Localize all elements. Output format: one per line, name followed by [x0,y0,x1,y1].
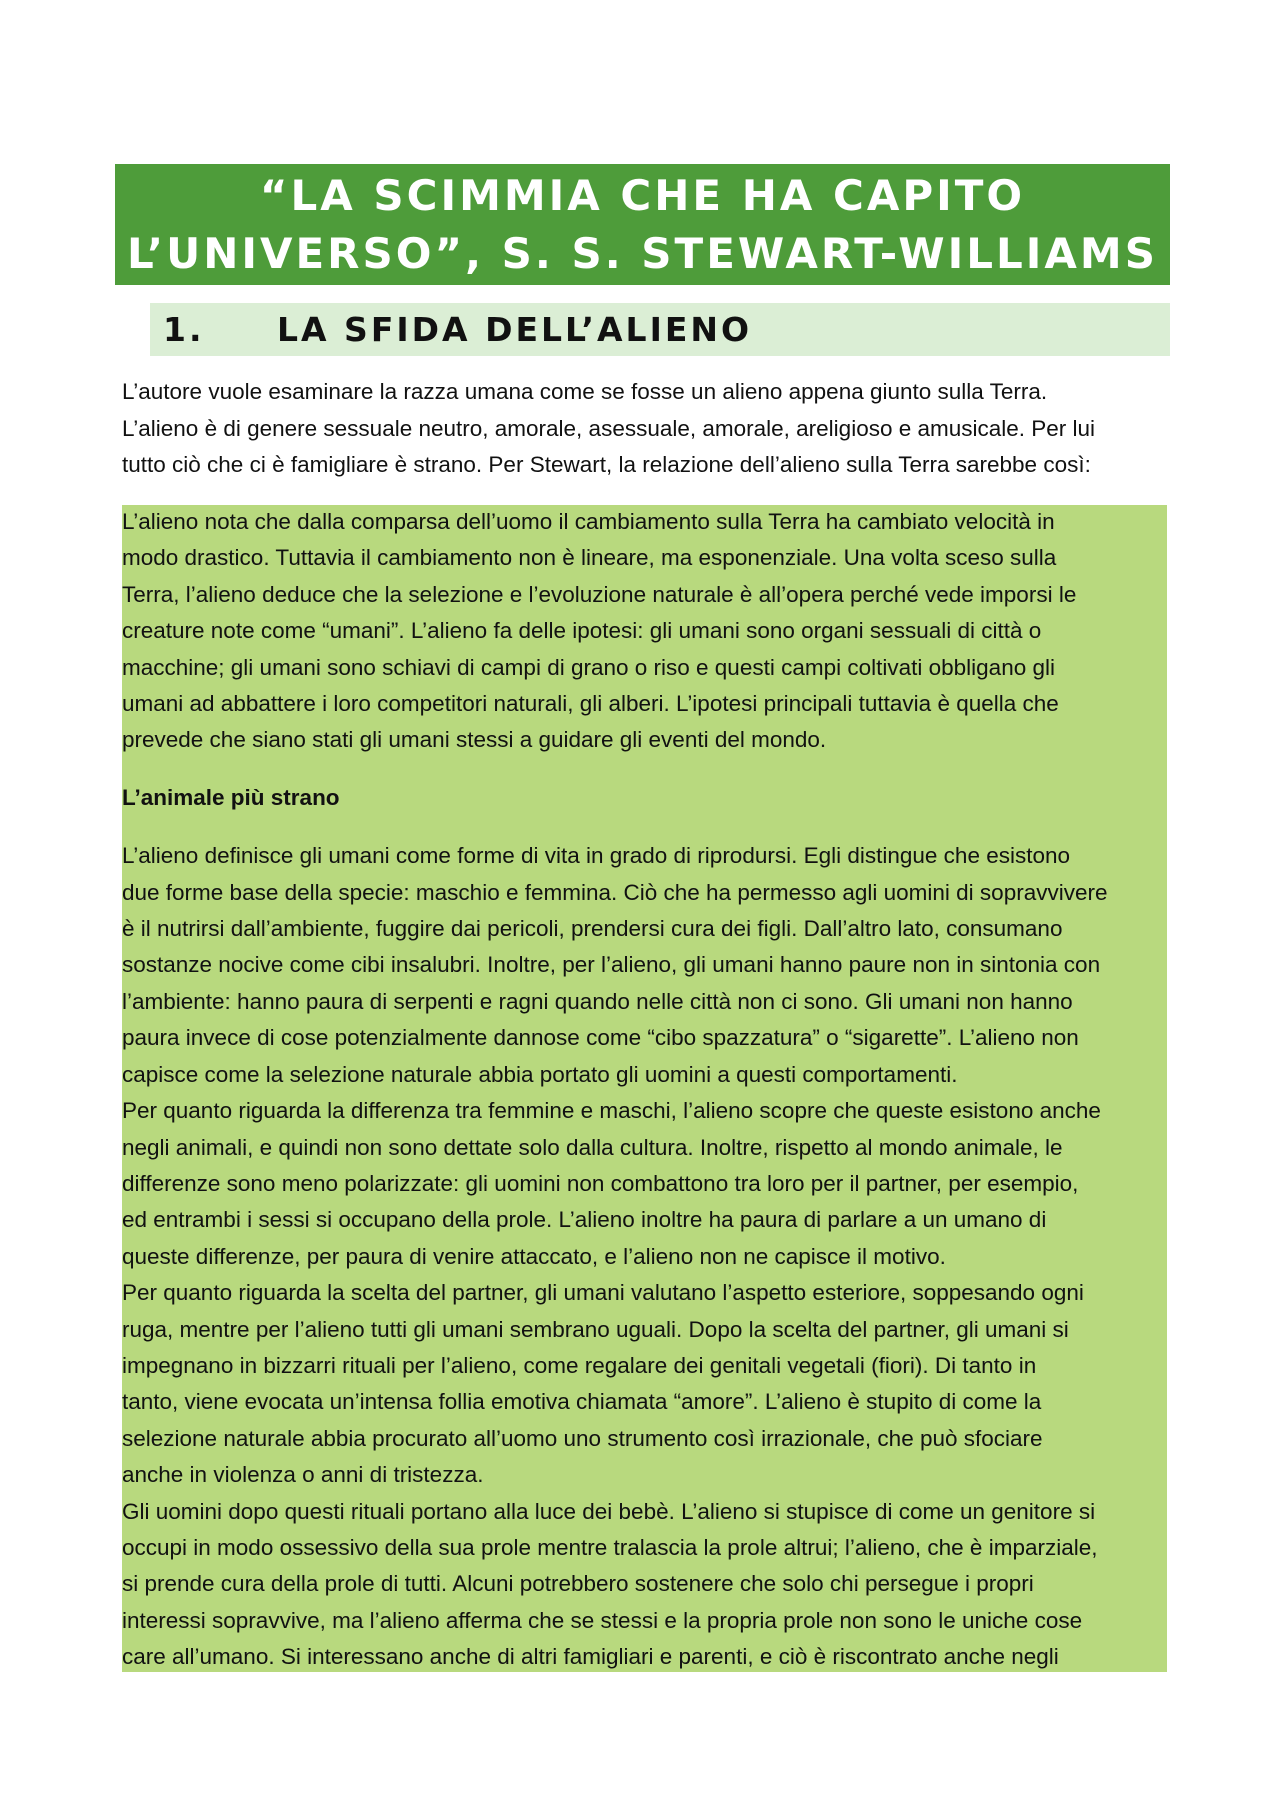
paragraph-spacer [122,817,1182,839]
text-line: impegnano in bizzarri rituali per l’alieno, come regalare dei genitali vegetali (fiori). Di tanto in [122,1352,1037,1378]
intro-line: L’alieno è di genere sessuale neutro, amorale, asessuale, amorale, areligioso e amusicale. Per lui [122,415,1096,441]
text-line: ed entrambi i sessi si occupano della prole. L’alieno inoltre ha paura di parlare a un umano di [122,1207,1047,1233]
document-title [115,164,1170,285]
text-line: queste differenze, per paura di venire attaccato, e l’alieno non ne capisce il motivo. [122,1243,946,1269]
intro-line: L’autore vuole esaminare la razza umana come se fosse un alieno appena giunto sulla Terra. [122,379,1048,404]
section-heading [150,303,1170,356]
text-line: Terra, l’alieno deduce che la selezione e l’evoluzione naturale è all’opera perché vede imporsi le [122,581,1077,607]
highlight-paragraph-2 [122,838,1182,1675]
intro-paragraph [122,374,1172,484]
text-line: anche in violenza o anni di tristezza. [122,1462,484,1488]
text-line: Per quanto riguarda la scelta del partner, gli umani valutano l’aspetto esteriore, soppesando ogni [122,1280,1084,1306]
text-line: è il nutrirsi dall’ambiente, fuggire dai pericoli, prendersi cura dei figli. Dall’altro lato, consumano [122,916,1063,942]
text-line: Gli uomini dopo questi rituali portano alla luce dei bebè. L’alieno si stupisce di come un genitore si [122,1498,1096,1524]
text-line: L’alieno nota che dalla comparsa dell’uomo il cambiamento sulla Terra ha cambiato velocità in [122,509,1055,534]
text-line: paura invece di cose potenzialmente dannose come “cibo spazzatura” o “sigarette”. L’alieno non [122,1025,1079,1051]
section-title: LA SFIDA DELL’ALIENO [277,310,753,349]
text-line: l’ambiente: hanno paura di serpenti e ragni quando nelle città non ci sono. Gli umani non hanno [122,988,1073,1014]
text-line: differenze sono meno polarizzate: gli uomini non combattono tra loro per il partner, per esempio, [122,1170,1079,1196]
text-line: tanto, viene evocata un’intensa follia emotiva chiamata “amore”. L’alieno è stupito di come la [122,1389,1042,1415]
text-line: prevede che siano stati gli umani stessi a guidare gli eventi del mondo. [122,727,827,753]
highlight-paragraph-1 [122,504,1182,759]
text-line: due forme base della specie: maschio e femmina. Ciò che ha permesso agli uomini di sopravvivere [122,879,1108,905]
section-number: 1. [163,310,205,349]
text-line: si prende cura della prole di tutti. Alcuni potrebbero sostenere che solo chi persegue i propri [122,1571,1034,1597]
title-line-1: “LA SCIMMIA CHE HA CAPITO [259,171,1026,220]
text-line: care all’umano. Si interessano anche di altri famigliari e parenti, e ciò è riscontrato anche negli [122,1644,1059,1670]
title-line-2: L’UNIVERSO”, S. S. STEWART-WILLIAMS [127,229,1158,278]
text-line: Per quanto riguarda la differenza tra femmine e maschi, l’alieno scopre che queste esistono anche [122,1098,1101,1124]
text-line: negli animali, e quindi non sono dettate solo dalla cultura. Inoltre, rispetto al mondo animale, le [122,1134,1063,1160]
text-line: sostanze nocive come cibi insalubri. Inoltre, per l’alieno, gli umani hanno paure non in sintonia con [122,952,1101,978]
intro-line: tutto ciò che ci è famigliare è strano. Per Stewart, la relazione dell’alieno sulla Terra sarebbe così: [122,452,1091,477]
subheading: L’animale più strano [122,785,340,811]
text-line: modo drastico. Tuttavia il cambiamento non è lineare, ma esponenziale. Una volta sceso sulla [122,545,1057,571]
highlighted-text [122,504,1182,1676]
text-line: L’alieno definisce gli umani come forme di vita in grado di riprodursi. Egli distingue che esistono [122,843,1071,869]
text-line: occupi in modo ossessivo della sua prole mentre tralascia la prole altrui; l’alieno, che è imparziale, [122,1534,1098,1560]
paragraph-spacer [122,759,1182,781]
text-line: macchine; gli umani sono schiavi di campi di grano o riso e questi campi coltivati obbligano gli [122,654,1055,680]
text-line: interessi sopravvive, ma l’alieno afferma che se stessi e la propria prole non sono le uniche cose [122,1607,1083,1633]
text-line: umani ad abbattere i loro competitori naturali, gli alberi. L’ipotesi principali tuttavia è quella che [122,691,1059,717]
text-line: ruga, mentre per l’alieno tutti gli umani sembrano uguali. Dopo la scelta del partner, gli umani si [122,1316,1069,1342]
text-line: selezione naturale abbia procurato all’uomo uno strumento così irrazionale, che può sfociare [122,1425,1043,1451]
text-line: capisce come la selezione naturale abbia portato gli uomini a questi comportamenti. [122,1061,958,1087]
text-line: creature note come “umani”. L’alieno fa delle ipotesi: gli umani sono organi sessuali di città o [122,618,1042,644]
